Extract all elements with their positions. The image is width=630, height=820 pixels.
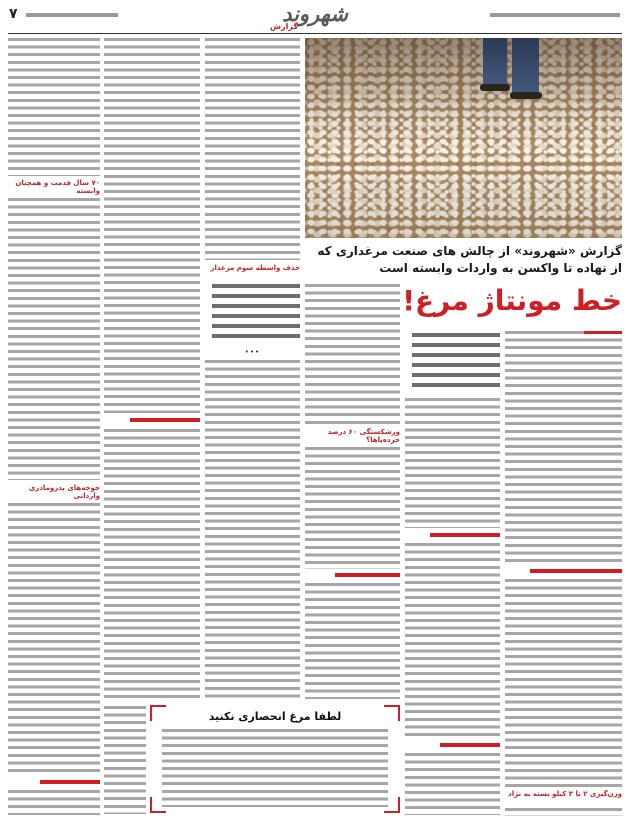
section-subhead-bar: [530, 569, 622, 573]
farmer-right-shoe: [510, 92, 542, 99]
article-body-text: [8, 790, 100, 815]
article-body-text: [405, 398, 500, 528]
article-body-text: [205, 38, 300, 260]
section-subhead-bar: [430, 533, 500, 537]
header-rule: [8, 33, 622, 34]
article-body-text: [305, 583, 400, 699]
section-subhead: وزن‌گیری ۲ تا ۳ کیلو بسته به نژاد: [508, 790, 622, 798]
article-deck: گزارش «شهروند» از چالش های صنعت مرغداری که از نهاده تا واکسن به واردات وابسته است: [317, 244, 622, 275]
masthead-logo: شهروند: [282, 1, 348, 26]
article-body-text: [305, 447, 400, 569]
chicken-farm-photo: [305, 38, 622, 238]
issue-date-line: [490, 13, 620, 17]
article-body-text: [505, 579, 622, 787]
sidebar-body-text: [162, 729, 388, 807]
sidebar-box: [150, 705, 400, 813]
article-body-text: [505, 331, 622, 564]
farmer-left-shoe: [480, 84, 510, 91]
article-body-text: [104, 706, 146, 814]
section-separator: •••: [244, 348, 261, 356]
photo-shading: [305, 38, 622, 238]
byline-bar: [584, 331, 622, 334]
article-body-text: [8, 38, 100, 176]
article-body-text: [205, 360, 300, 699]
article-headline: خط مونتاژ مرغ!: [402, 284, 622, 317]
issue-info-line: [26, 13, 118, 17]
article-body-text: [405, 543, 500, 739]
section-subhead: حذف واسطه سوم مرغدار: [210, 264, 300, 272]
farmer-left-leg: [483, 38, 507, 86]
section-subhead-bar: [335, 573, 400, 577]
article-body-text: [405, 753, 500, 815]
farmer-right-leg: [512, 38, 539, 94]
article-body-text: [305, 284, 400, 424]
sidebar-title: لطفا مرغ انحصاری نکنید: [208, 710, 342, 723]
article-body-text: [8, 503, 100, 775]
section-subhead: ۷۰ سال قدمت و همچنان وابسته: [15, 179, 100, 195]
section-subhead-bar: [40, 780, 100, 784]
article-body-text: [505, 808, 622, 816]
pull-quote: [412, 333, 500, 391]
section-subhead: ورشکستگی ۶۰ درصد خرده‌پاها؟: [327, 428, 400, 444]
article-body-text: [104, 38, 200, 413]
pull-quote: [212, 284, 300, 344]
page-number: ۷: [9, 6, 18, 22]
masthead: [262, 2, 368, 32]
article-body-text: [8, 198, 100, 480]
masthead-section-label: گزارش: [270, 22, 299, 31]
article-body-text: [104, 429, 200, 699]
section-subhead: جوجه‌های پدرومادری وارداتی: [28, 484, 100, 500]
section-subhead-bar: [130, 418, 200, 422]
section-subhead-bar: [440, 743, 500, 747]
